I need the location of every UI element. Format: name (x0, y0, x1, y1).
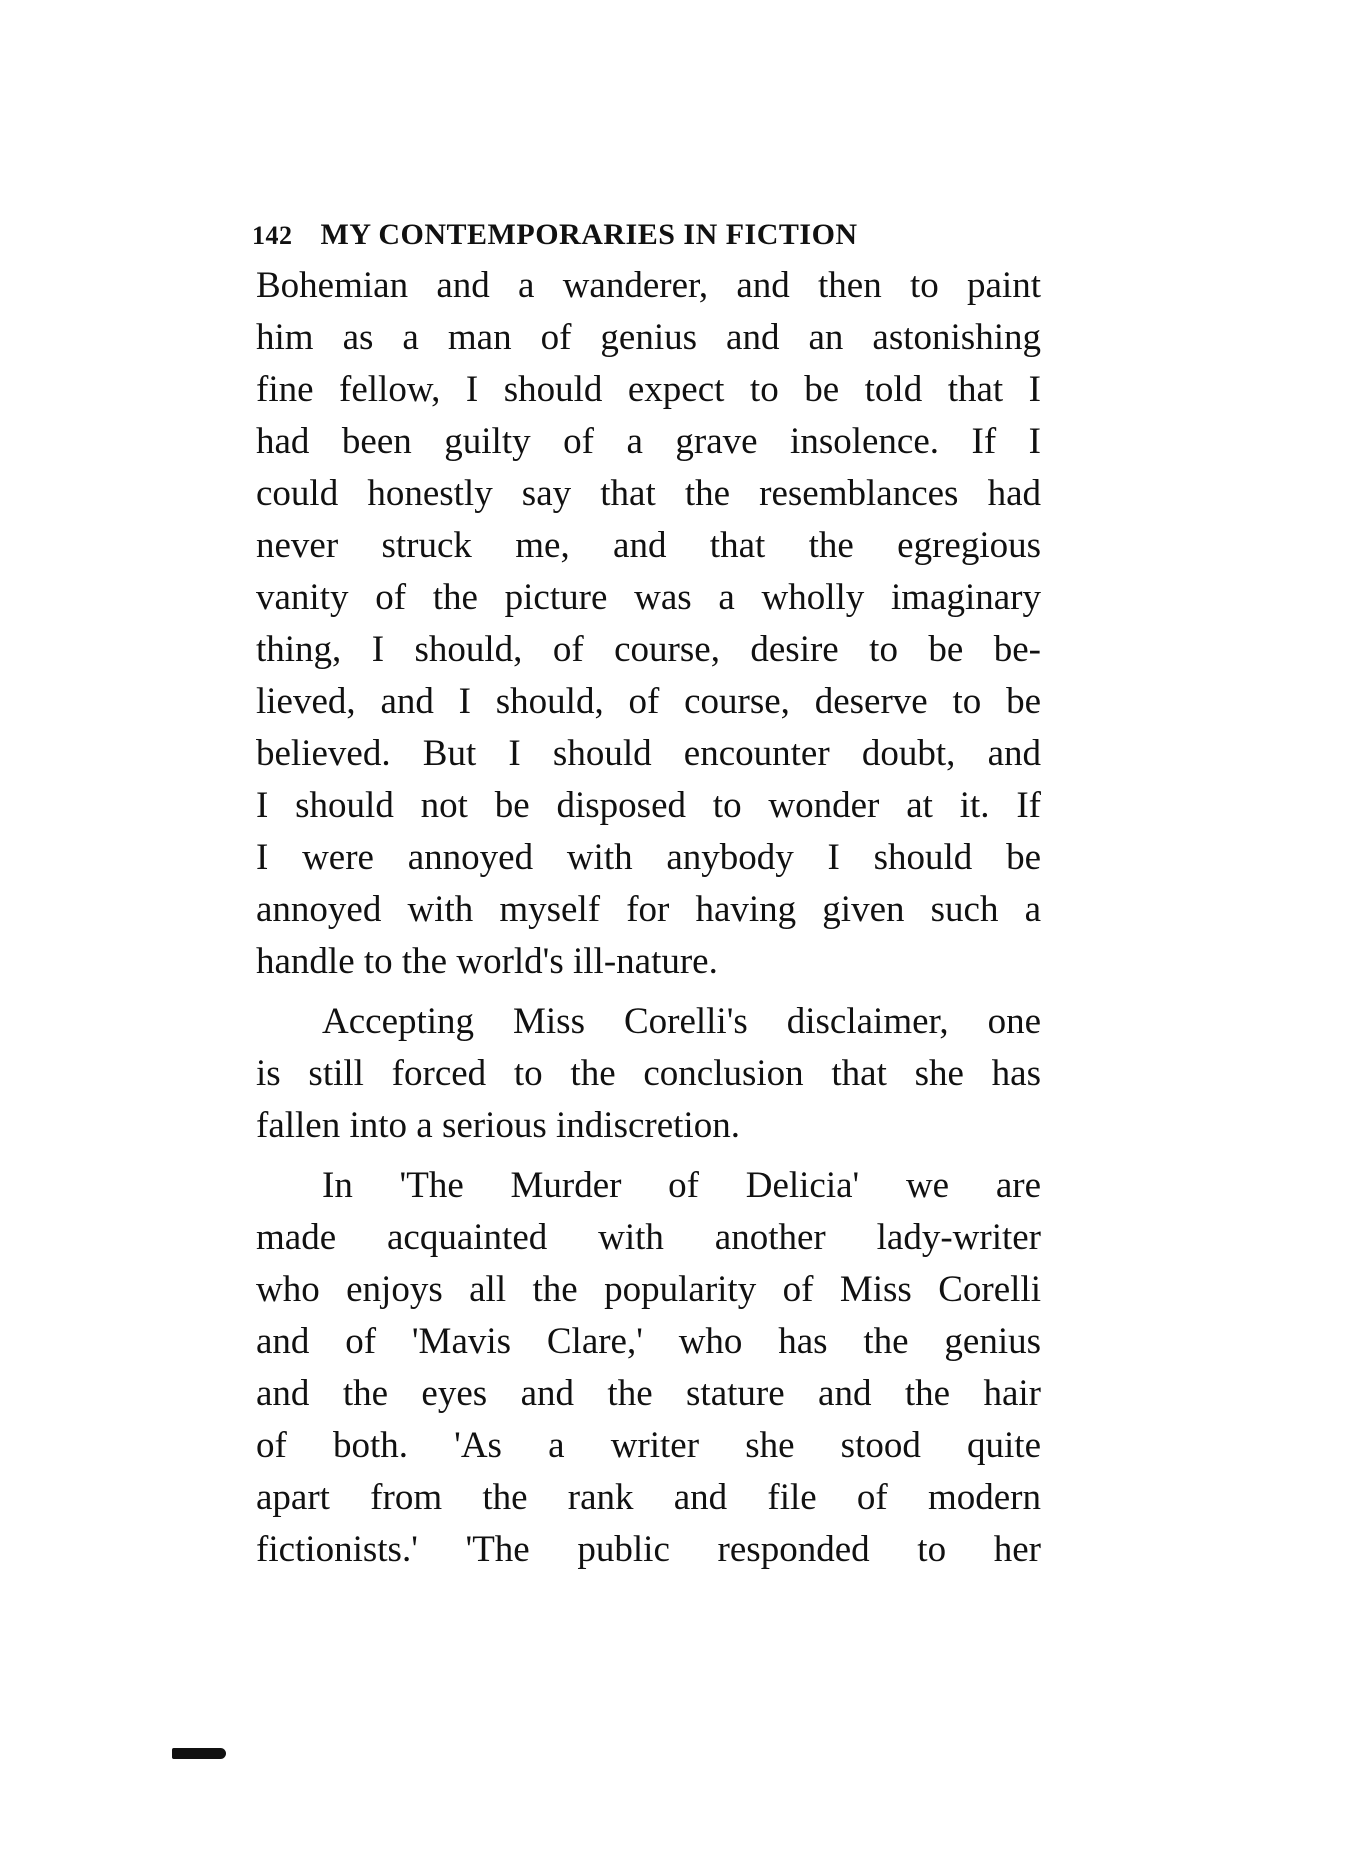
text-line: never struck me, and that the egregious (256, 525, 1041, 566)
paragraph-1 (256, 260, 1041, 988)
text-line: I were annoyed with anybody I should be (256, 837, 1041, 878)
body-text (256, 260, 1041, 1576)
text-line: In 'The Murder of Delicia' we are (322, 1165, 1041, 1206)
text-line: who enjoys all the popularity of Miss Corelli (256, 1269, 1041, 1310)
text-line: believed. But I should encounter doubt, and (256, 733, 1041, 774)
text-line: fallen into a serious indiscretion. (256, 1105, 740, 1146)
text-line: fictionists.' 'The public responded to her (256, 1529, 1041, 1570)
text-line: is still forced to the conclusion that she has (256, 1053, 1041, 1094)
page-number: 142 (252, 221, 293, 250)
text-line: vanity of the picture was a wholly imaginary (256, 577, 1041, 618)
text-line: and of 'Mavis Clare,' who has the genius (256, 1321, 1041, 1362)
text-line: fine fellow, I should expect to be told that I (256, 369, 1041, 410)
text-line: I should not be disposed to wonder at it. If (256, 785, 1041, 826)
text-line: lieved, and I should, of course, deserve to be (256, 681, 1041, 722)
paragraph-3 (256, 1160, 1041, 1576)
text-line: apart from the rank and file of modern (256, 1477, 1041, 1518)
printer-mark (172, 1748, 226, 1759)
text-line: of both. 'As a writer she stood quite (256, 1425, 1041, 1466)
text-line: made acquainted with another lady-writer (256, 1217, 1041, 1258)
paragraph-gap (256, 988, 1041, 996)
text-line: annoyed with myself for having given such a (256, 889, 1041, 930)
text-line: Accepting Miss Corelli's disclaimer, one (322, 1001, 1041, 1042)
text-line: and the eyes and the stature and the hair (256, 1373, 1041, 1414)
text-line: him as a man of genius and an astonishing (256, 317, 1041, 358)
text-line: thing, I should, of course, desire to be be- (256, 629, 1041, 670)
paragraph-2 (256, 996, 1041, 1152)
running-title: MY CONTEMPORARIES IN FICTION (320, 218, 858, 251)
text-line: Bohemian and a wanderer, and then to paint (256, 265, 1041, 306)
text-line: could honestly say that the resemblances had (256, 473, 1041, 514)
text-line: handle to the world's ill-nature. (256, 941, 718, 982)
paragraph-gap (256, 1152, 1041, 1160)
running-head (252, 218, 1042, 258)
text-line: had been guilty of a grave insolence. If I (256, 421, 1041, 462)
